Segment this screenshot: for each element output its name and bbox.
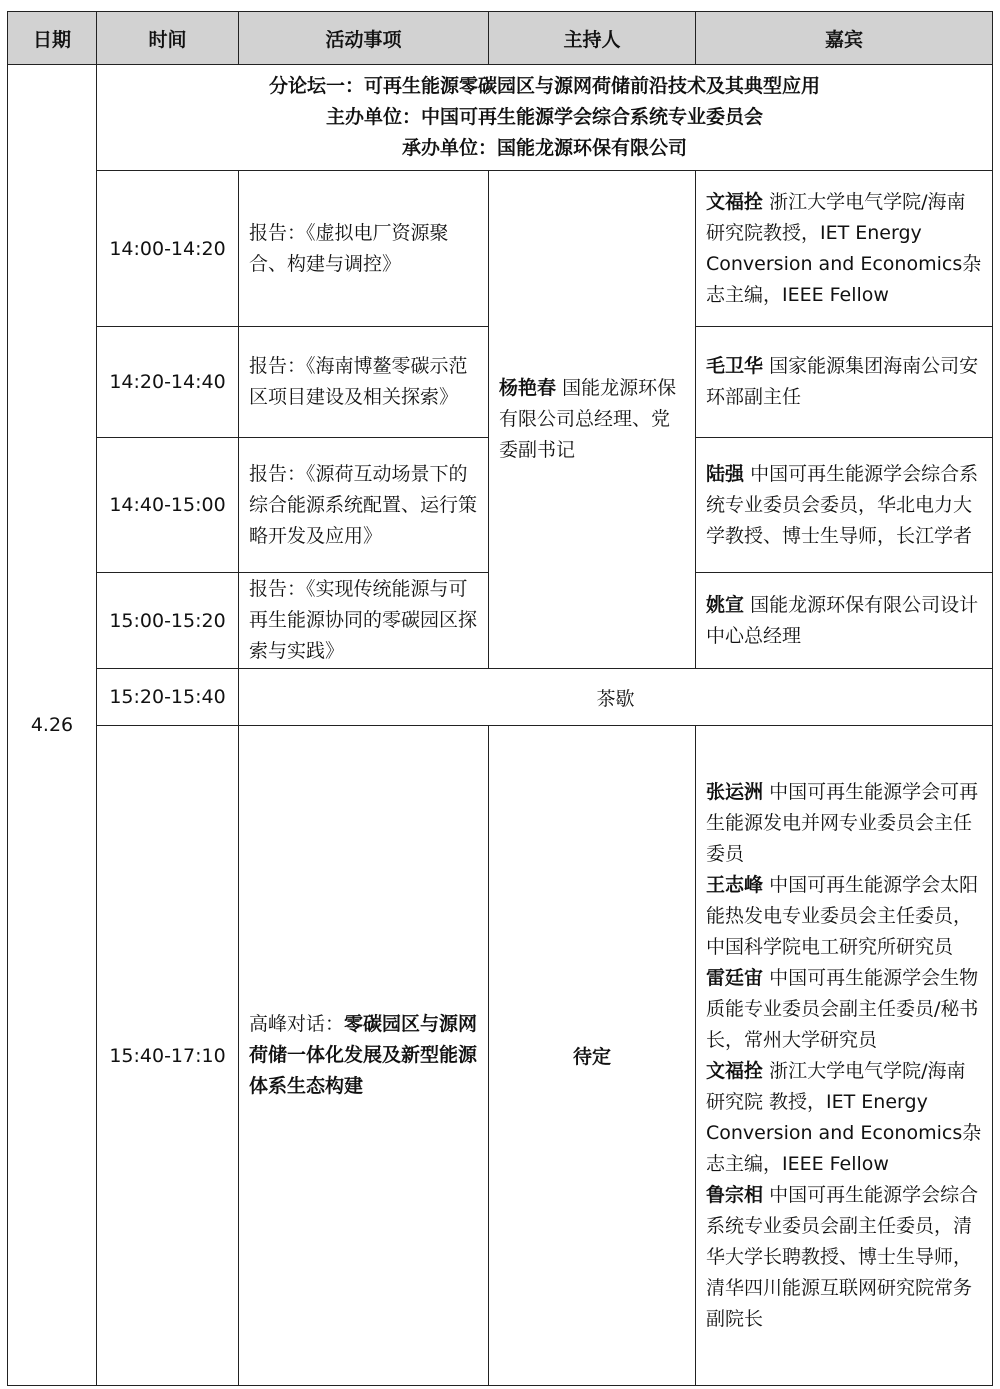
session-activity: 报告：《海南博鳌零碳示范区项目建设及相关探索》 xyxy=(239,327,489,438)
dialogue-prefix: 高峰对话： xyxy=(249,1013,345,1035)
session-guest xyxy=(696,327,993,438)
host-title: 国能龙源环保有限公司总经理、党委副书记 xyxy=(499,377,677,461)
guest-desc: 中国可再生能源学会可再生能源发电并网专业委员会主任委员 xyxy=(706,780,979,865)
guest-name: 毛卫华 xyxy=(706,355,764,377)
guest-name: 文福拴 xyxy=(706,1059,764,1082)
list-item xyxy=(706,870,982,963)
guest-name: 陆强 xyxy=(706,462,745,485)
guest-name: 雷廷宙 xyxy=(706,966,764,989)
session-activity: 报告：《源荷互动场景下的综合能源系统配置、运行策略开发及应用》 xyxy=(239,438,489,573)
guest-desc: 中国可再生能源学会太阳能热发电专业委员会主任委员，中国科学院电工研究所研究员 xyxy=(706,873,979,958)
guest-desc: 中国可再生能源学会综合系统专业委员会委员，华北电力大学教授、博士生导师，长江学者 xyxy=(706,462,979,547)
session-guest xyxy=(696,573,993,669)
session-guest xyxy=(696,438,993,573)
forum-header xyxy=(97,65,993,171)
dialogue-topic: 零碳园区与源网荷储一体化发展及新型能源体系生态构建 xyxy=(249,1013,478,1097)
session-time: 15:00-15:20 xyxy=(97,573,239,669)
list-item xyxy=(706,777,982,870)
break-time: 15:20-15:40 xyxy=(97,669,239,726)
guest-desc: 浙江大学电气学院/海南研究院教授，IET Energy Conversion and Economics杂志主编，IEEE Fellow xyxy=(706,190,982,306)
header-row xyxy=(8,12,993,65)
list-item xyxy=(706,1056,982,1180)
guest-name: 姚宣 xyxy=(706,593,745,616)
header-time: 时间 xyxy=(97,12,239,65)
session-time: 14:00-14:20 xyxy=(97,171,239,327)
session-row xyxy=(8,171,993,327)
guest-name: 张运洲 xyxy=(706,780,764,803)
session-time: 14:20-14:40 xyxy=(97,327,239,438)
list-item xyxy=(706,1180,982,1335)
forum-organizer: 主办单位：中国可再生能源学会综合系统专业委员会 xyxy=(325,106,763,128)
break-label: 茶歇 xyxy=(239,669,993,726)
session-activity: 报告：《虚拟电厂资源聚合、构建与调控》 xyxy=(239,171,489,327)
header-date: 日期 xyxy=(8,12,97,65)
break-row xyxy=(8,669,993,726)
dialogue-guests xyxy=(696,726,993,1386)
session-guest xyxy=(696,171,993,327)
dialogue-activity xyxy=(239,726,489,1386)
date-cell: 4.26 xyxy=(8,65,97,1386)
guest-desc: 国能龙源环保有限公司设计中心总经理 xyxy=(706,593,979,647)
dialogue-time: 15:40-17:10 xyxy=(97,726,239,1386)
guest-desc: 国家能源集团海南公司安环部副主任 xyxy=(706,355,979,408)
guest-desc: 浙江大学电气学院/海南研究院 教授，IET Energy Conversion and Economics杂志主编，IEEE Fellow xyxy=(706,1059,982,1175)
guest-name: 文福拴 xyxy=(706,190,764,213)
list-item xyxy=(706,963,982,1056)
forum-title: 分论坛一：可再生能源零碳园区与源网荷储前沿技术及其典型应用 xyxy=(268,75,820,97)
host-name: 杨艳春 xyxy=(499,377,557,399)
session-activity: 报告：《实现传统能源与可再生能源协同的零碳园区探索与实践》 xyxy=(239,573,489,669)
guest-desc: 中国可再生能源学会生物质能专业委员会副主任委员/秘书长，常州大学研究员 xyxy=(706,966,979,1051)
forum-undertaker: 承办单位：国能龙源环保有限公司 xyxy=(401,137,687,159)
header-guests: 嘉宾 xyxy=(696,12,993,65)
forum-header-row xyxy=(8,65,993,171)
guest-desc: 中国可再生能源学会综合系统专业委员会副主任委员，清华大学长聘教授、博士生导师，清华四川能源互联网研究院常务副院长 xyxy=(706,1183,979,1330)
guest-name: 王志峰 xyxy=(706,873,764,896)
header-host: 主持人 xyxy=(489,12,696,65)
session-time: 14:40-15:00 xyxy=(97,438,239,573)
header-activity: 活动事项 xyxy=(239,12,489,65)
host-cell xyxy=(489,171,696,669)
dialogue-host: 待定 xyxy=(489,726,696,1386)
dialogue-row xyxy=(8,726,993,1386)
schedule-table xyxy=(7,11,993,1386)
guest-name: 鲁宗相 xyxy=(706,1183,764,1206)
